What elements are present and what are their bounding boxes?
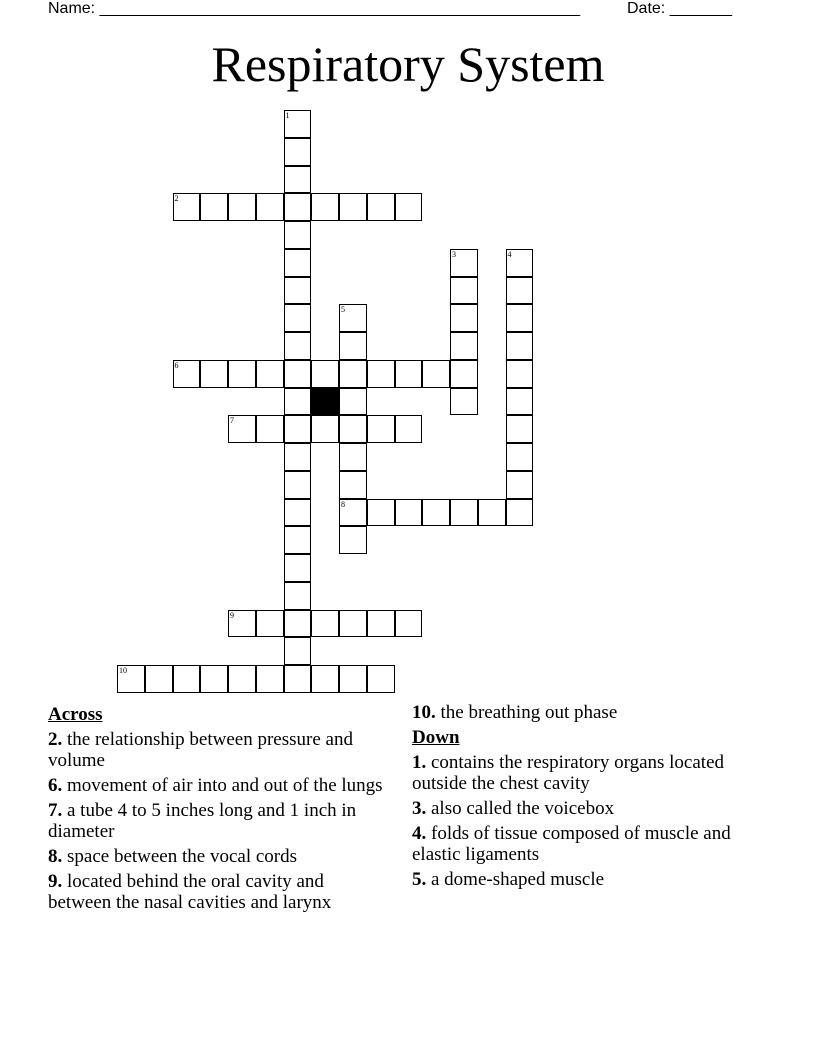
clues-column-left bbox=[48, 702, 388, 917]
grid-cell[interactable] bbox=[339, 304, 367, 332]
cell-number: 8 bbox=[341, 499, 345, 509]
grid-cell[interactable] bbox=[506, 415, 534, 443]
grid-cell[interactable] bbox=[256, 610, 284, 638]
grid-cell[interactable] bbox=[256, 193, 284, 221]
cell-number: 3 bbox=[452, 249, 456, 259]
grid-cell[interactable] bbox=[367, 499, 395, 527]
grid-cell[interactable] bbox=[367, 360, 395, 388]
grid-cell[interactable] bbox=[450, 277, 478, 305]
name-field-label: Name: ______________________________________________________ bbox=[48, 0, 581, 17]
grid-cell[interactable] bbox=[284, 332, 312, 360]
grid-cell[interactable] bbox=[478, 499, 506, 527]
grid-cell[interactable] bbox=[228, 415, 256, 443]
down-heading: Down bbox=[412, 727, 460, 748]
cell-number: 6 bbox=[174, 360, 179, 370]
clue-across-9: 9. located behind the oral cavity and between the nasal cavities and larynx bbox=[48, 871, 332, 913]
grid-cell[interactable] bbox=[450, 332, 478, 360]
clue-across-7: 7. a tube 4 to 5 inches long and 1 inch in diameter bbox=[48, 800, 357, 842]
grid-cell[interactable] bbox=[284, 193, 312, 221]
clue-down-1: 1. contains the respiratory organs located outside the chest cavity bbox=[412, 752, 724, 794]
grid-cell[interactable] bbox=[450, 388, 478, 416]
clue-down-4: 4. folds of tissue composed of muscle and elastic ligaments bbox=[412, 823, 731, 865]
grid-cell[interactable] bbox=[506, 249, 534, 277]
grid-cell[interactable] bbox=[284, 637, 312, 665]
grid-cell[interactable] bbox=[284, 471, 312, 499]
clue-across-10: 10. the breathing out phase bbox=[412, 702, 618, 723]
grid-cell[interactable] bbox=[284, 277, 312, 305]
grid-cell[interactable] bbox=[284, 110, 312, 138]
grid-cell[interactable] bbox=[311, 360, 339, 388]
grid-cell[interactable] bbox=[367, 193, 395, 221]
cell-number: 10 bbox=[119, 666, 127, 675]
cell-number: 5 bbox=[341, 305, 345, 315]
grid-cell[interactable] bbox=[173, 193, 201, 221]
grid-cell[interactable] bbox=[506, 499, 534, 527]
grid-cell[interactable] bbox=[339, 665, 367, 693]
grid-cell[interactable] bbox=[506, 304, 534, 332]
black-cell bbox=[311, 388, 339, 416]
grid-cell[interactable] bbox=[367, 665, 395, 693]
grid-cell[interactable] bbox=[339, 415, 367, 443]
grid-cell[interactable] bbox=[284, 665, 312, 693]
grid-cell[interactable] bbox=[256, 665, 284, 693]
grid-cell[interactable] bbox=[145, 665, 173, 693]
grid-cell[interactable] bbox=[506, 388, 534, 416]
grid-cell[interactable] bbox=[117, 665, 145, 693]
grid-cell[interactable] bbox=[339, 332, 367, 360]
cell-number: 4 bbox=[507, 249, 512, 259]
cell-number: 7 bbox=[230, 416, 234, 426]
clue-down-5: 5. a dome-shaped muscle bbox=[412, 869, 605, 890]
grid-cell[interactable] bbox=[284, 499, 312, 527]
grid-cell[interactable] bbox=[228, 193, 256, 221]
grid-cell[interactable] bbox=[311, 610, 339, 638]
grid-cell[interactable] bbox=[339, 193, 367, 221]
grid-cell[interactable] bbox=[422, 499, 450, 527]
grid-cell[interactable] bbox=[311, 665, 339, 693]
grid-cell[interactable] bbox=[339, 388, 367, 416]
puzzle-title: Respiratory System bbox=[211, 36, 605, 92]
grid-cell[interactable] bbox=[339, 499, 367, 527]
date-field-label: Date: _______ bbox=[627, 0, 732, 17]
grid-cell[interactable] bbox=[395, 610, 423, 638]
grid-cell[interactable] bbox=[339, 360, 367, 388]
grid-cell[interactable] bbox=[200, 665, 228, 693]
grid-cell[interactable] bbox=[339, 471, 367, 499]
grid-cell[interactable] bbox=[450, 499, 478, 527]
grid-cell[interactable] bbox=[339, 443, 367, 471]
grid-cell[interactable] bbox=[284, 554, 312, 582]
grid-cell[interactable] bbox=[506, 277, 534, 305]
grid-cell[interactable] bbox=[173, 360, 201, 388]
grid-cell[interactable] bbox=[284, 582, 312, 610]
grid-cell[interactable] bbox=[395, 193, 423, 221]
grid-cell[interactable] bbox=[284, 304, 312, 332]
clue-across-6: 6. movement of air into and out of the lungs bbox=[48, 775, 383, 796]
grid-cell[interactable] bbox=[284, 221, 312, 249]
clues-column-right bbox=[412, 702, 742, 894]
grid-cell[interactable] bbox=[284, 610, 312, 638]
grid-cell[interactable] bbox=[311, 415, 339, 443]
grid-cell[interactable] bbox=[395, 360, 423, 388]
grid-cell[interactable] bbox=[173, 665, 201, 693]
grid-cell[interactable] bbox=[284, 138, 312, 166]
grid-cell[interactable] bbox=[284, 443, 312, 471]
across-heading: Across bbox=[48, 704, 103, 725]
grid-cell[interactable] bbox=[422, 360, 450, 388]
grid-cell[interactable] bbox=[284, 388, 312, 416]
grid-cell[interactable] bbox=[506, 443, 534, 471]
cell-number: 9 bbox=[230, 610, 234, 620]
clue-down-3: 3. also called the voicebox bbox=[412, 798, 615, 819]
grid-cell[interactable] bbox=[256, 415, 284, 443]
grid-cell[interactable] bbox=[311, 193, 339, 221]
grid-cell[interactable] bbox=[228, 360, 256, 388]
grid-cell[interactable] bbox=[506, 332, 534, 360]
clue-across-8: 8. space between the vocal cords bbox=[48, 846, 298, 867]
grid-cell[interactable] bbox=[228, 665, 256, 693]
grid-cell[interactable] bbox=[228, 610, 256, 638]
grid-cell[interactable] bbox=[395, 499, 423, 527]
grid-cell[interactable] bbox=[284, 415, 312, 443]
grid-cell[interactable] bbox=[200, 360, 228, 388]
grid-cell[interactable] bbox=[284, 360, 312, 388]
grid-cell[interactable] bbox=[339, 610, 367, 638]
grid-cell[interactable] bbox=[506, 360, 534, 388]
clue-across-2: 2. the relationship between pressure and volume bbox=[48, 729, 353, 771]
grid-cell[interactable] bbox=[367, 610, 395, 638]
grid-cell[interactable] bbox=[450, 304, 478, 332]
grid-cell[interactable] bbox=[284, 249, 312, 277]
grid-cell[interactable] bbox=[395, 415, 423, 443]
grid-cell[interactable] bbox=[339, 526, 367, 554]
grid-cell[interactable] bbox=[506, 471, 534, 499]
grid-cell[interactable] bbox=[284, 526, 312, 554]
grid-cell[interactable] bbox=[200, 193, 228, 221]
grid-cell[interactable] bbox=[367, 415, 395, 443]
grid-cell[interactable] bbox=[256, 360, 284, 388]
grid-cell[interactable] bbox=[450, 360, 478, 388]
grid-cell[interactable] bbox=[284, 166, 312, 194]
grid-cell[interactable] bbox=[450, 249, 478, 277]
cell-number: 2 bbox=[174, 194, 179, 204]
cell-number: 1 bbox=[285, 111, 290, 120]
